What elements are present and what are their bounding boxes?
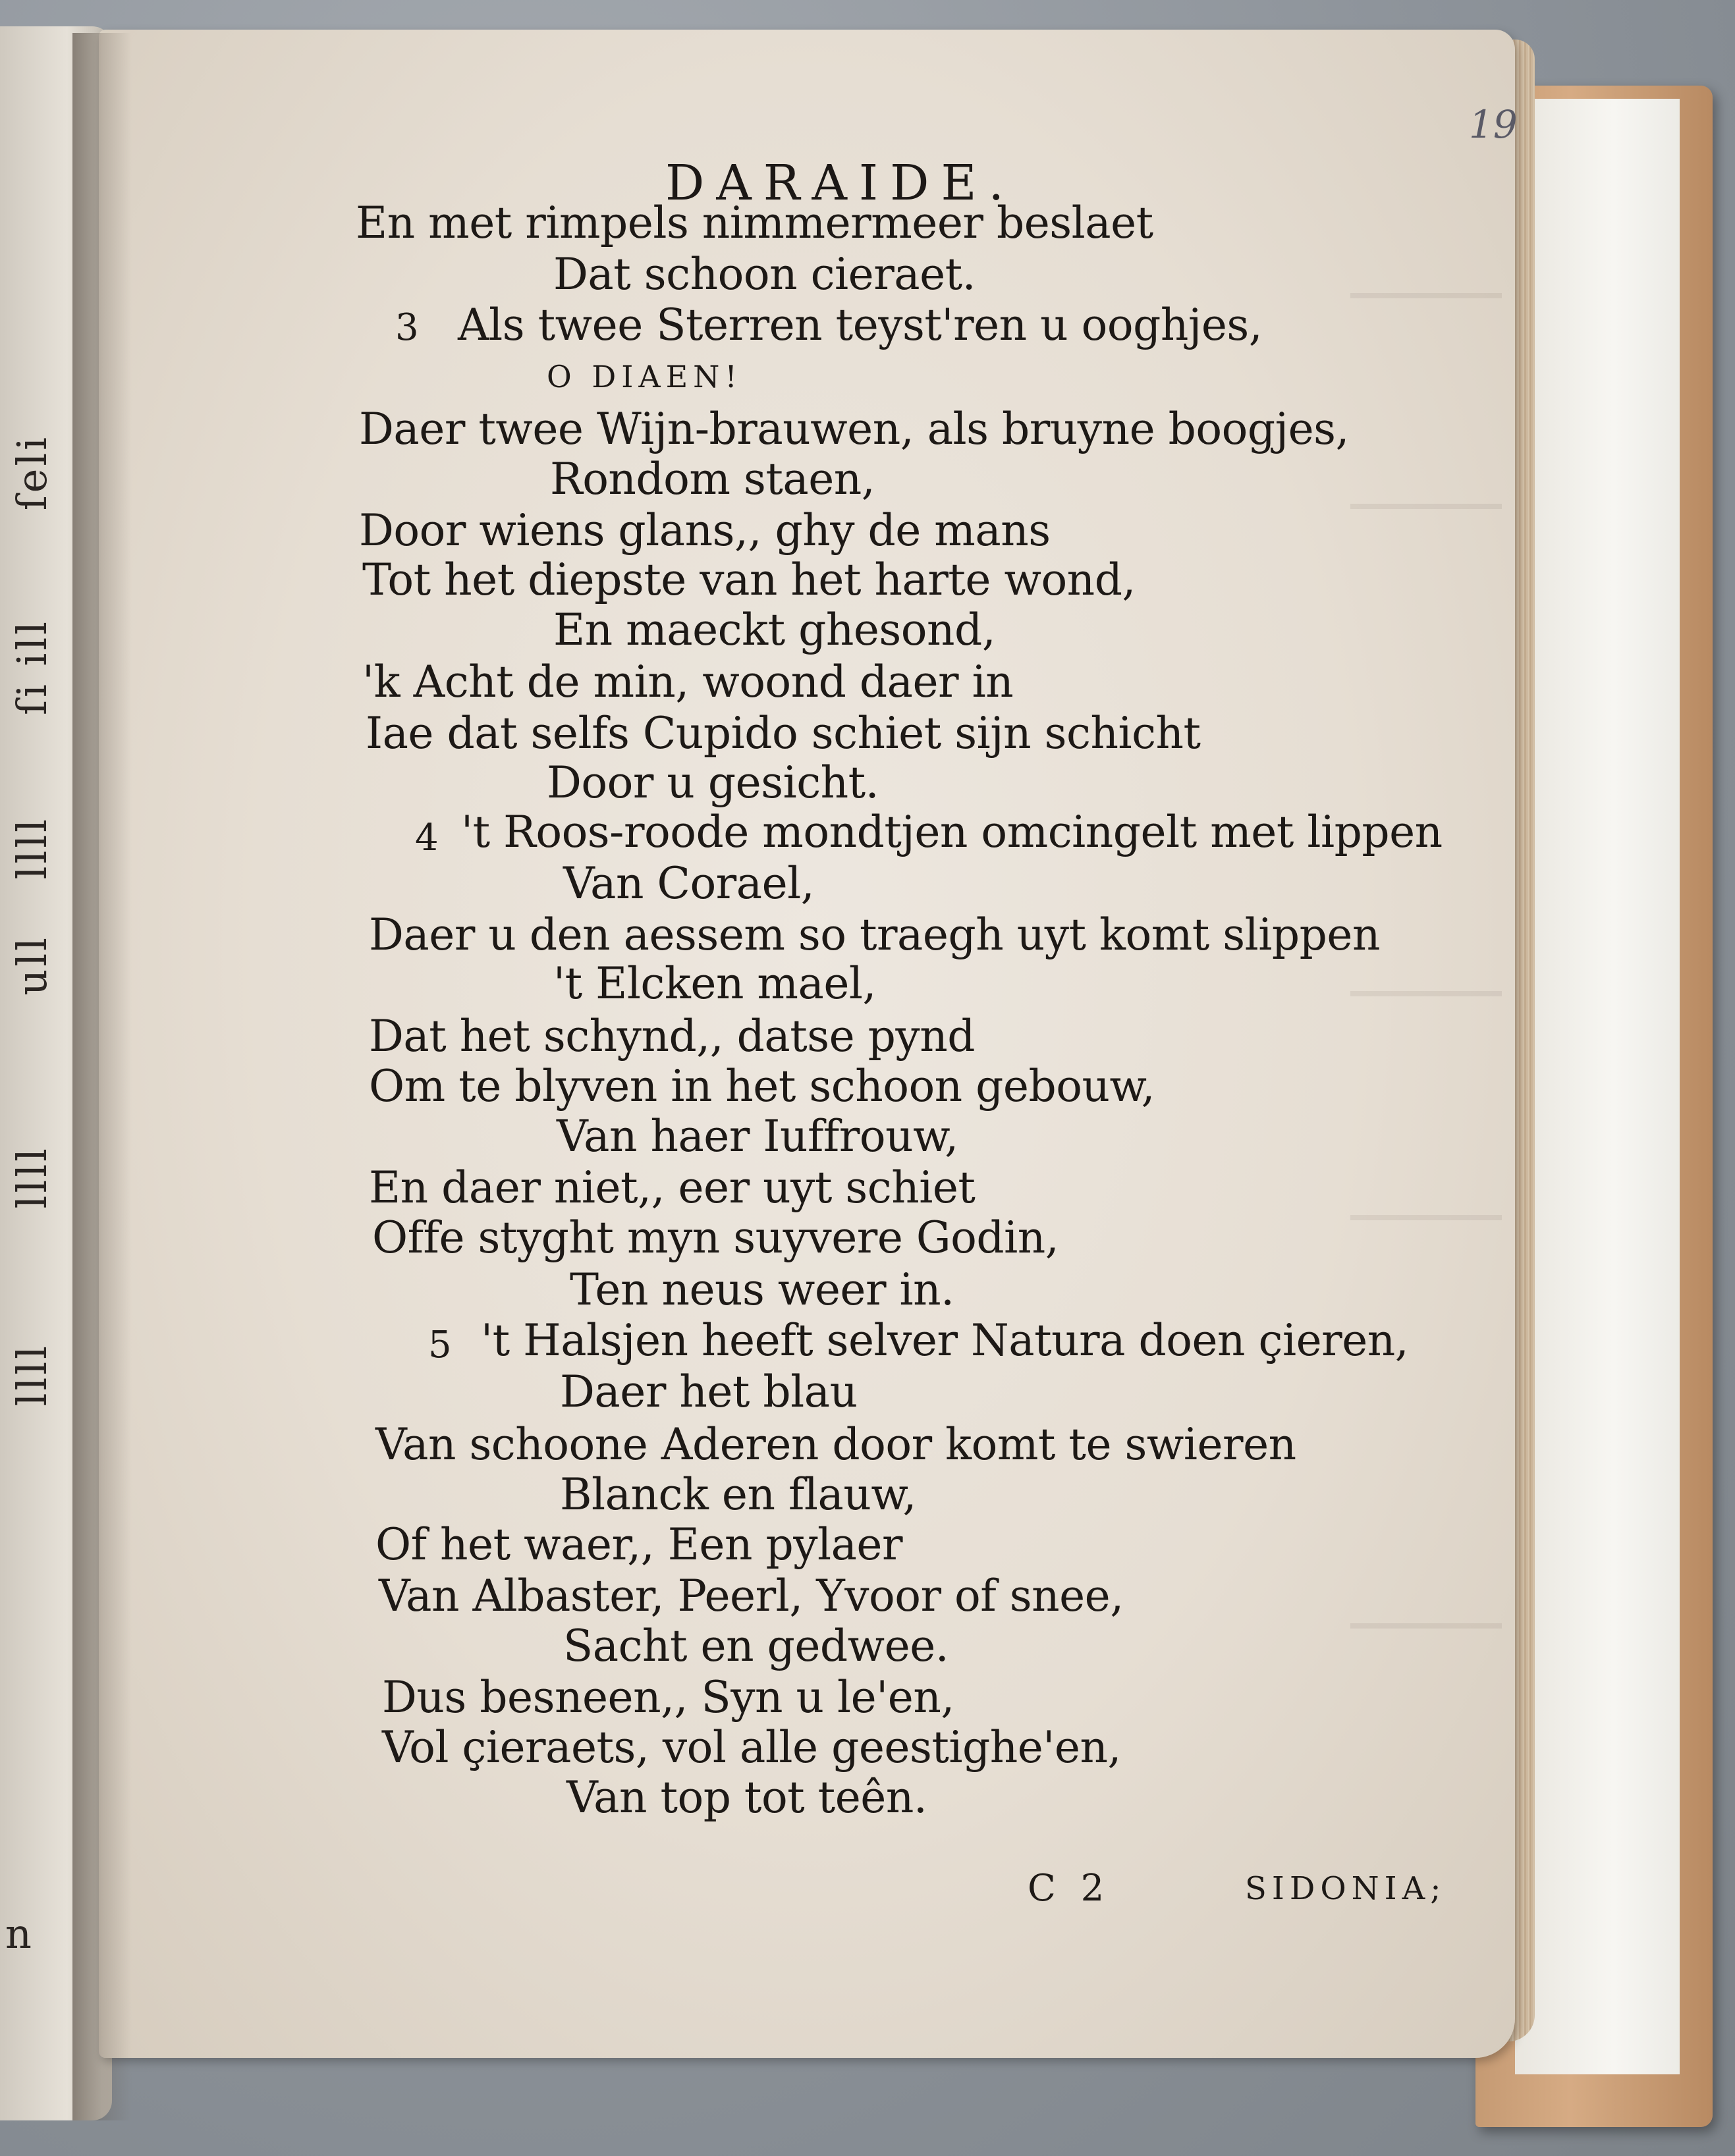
poem-line: Door u gesicht.: [547, 757, 879, 808]
left-page-fragment: ſi ill: [8, 619, 56, 715]
stanza-number: 3: [395, 306, 419, 349]
poem-line: Daer u den aessem so traegh uyt komt slippen: [369, 909, 1380, 960]
gutter-shadow: [72, 33, 132, 2120]
running-head: DARAIDE.: [665, 155, 1016, 211]
poem-line: Van Albaster, Peerl, Yvoor of snee,: [379, 1571, 1124, 1621]
left-page-fragment: ull: [8, 935, 56, 996]
poem-line: Van haer Iuffrouw,: [557, 1111, 958, 1162]
recto-page: [99, 30, 1518, 2058]
left-page-fragment: ſeli: [8, 435, 56, 511]
poem-line: 't Halsjen heeft selver Natura doen çieren,: [481, 1315, 1409, 1366]
endpapers: [1515, 99, 1680, 2074]
poem-line: Van Corael,: [563, 858, 815, 909]
catchword: SIDONIA;: [1245, 1870, 1446, 1907]
poem-line: Blanck en flauw,: [560, 1469, 916, 1520]
poem-line: Offe styght myn suyvere Godin,: [372, 1212, 1059, 1263]
poem-line: En maeckt ghesond,: [553, 605, 996, 655]
left-page-fragment: llll: [8, 1343, 56, 1407]
left-page-fragment: n: [5, 1910, 32, 1958]
poem-line: Van top tot teên.: [566, 1772, 927, 1823]
poem-line: Als twee Sterren teyst'ren u ooghjes,: [458, 300, 1263, 350]
poem-line: Iae dat selfs Cupido schiet sijn schicht: [366, 708, 1201, 759]
poem-line: Dus besneen,, Syn u le'en,: [382, 1672, 954, 1723]
poem-line: Daer het blau: [560, 1366, 858, 1417]
signature-mark: C 2: [1028, 1867, 1111, 1910]
poem-line: Dat het schynd,, datse pynd: [369, 1011, 975, 1062]
poem-line: Rondom staen,: [550, 454, 875, 504]
poem-line: Dat schoon cieraet.: [553, 249, 976, 300]
left-page-fragment: llll: [8, 1146, 56, 1209]
poem-line: Door wiens glans,, ghy de mans: [359, 505, 1051, 556]
poem-line: Daer twee Wijn-brauwen, als bruyne boogjes,: [359, 404, 1349, 454]
poem-line: Sacht en gedwee.: [563, 1621, 949, 1671]
poem-line: Vol çieraets, vol alle geestighe'en,: [382, 1722, 1121, 1773]
poem-line: Tot het diepste van het harte wond,: [362, 554, 1136, 605]
poem-line: En daer niet,, eer uyt schiet: [369, 1162, 976, 1213]
poem-line: Van schoone Aderen door komt te swieren: [375, 1419, 1296, 1470]
poem-line: Of het waer,, Een pylaer: [375, 1519, 903, 1570]
poem-line: 'k Acht de min, woond daer in: [362, 657, 1014, 707]
stanza-number: 4: [415, 817, 439, 859]
poem-line: 't Roos-roode mondtjen omcingelt met lippen: [461, 807, 1443, 857]
poem-line: En met rimpels nimmermeer beslaet: [356, 198, 1153, 248]
stanza-number: 5: [428, 1324, 452, 1366]
poem-line: Om te blyven in het schoon gebouw,: [369, 1061, 1155, 1112]
folio-number: 19: [1469, 102, 1518, 147]
left-page-fragment: llll: [8, 817, 56, 880]
poem-line: 't Elcken mael,: [553, 958, 877, 1009]
poem-body: [99, 30, 1515, 2058]
poem-line: Ten neus weer in.: [570, 1264, 954, 1315]
poem-line: O DIAEN!: [547, 359, 742, 394]
